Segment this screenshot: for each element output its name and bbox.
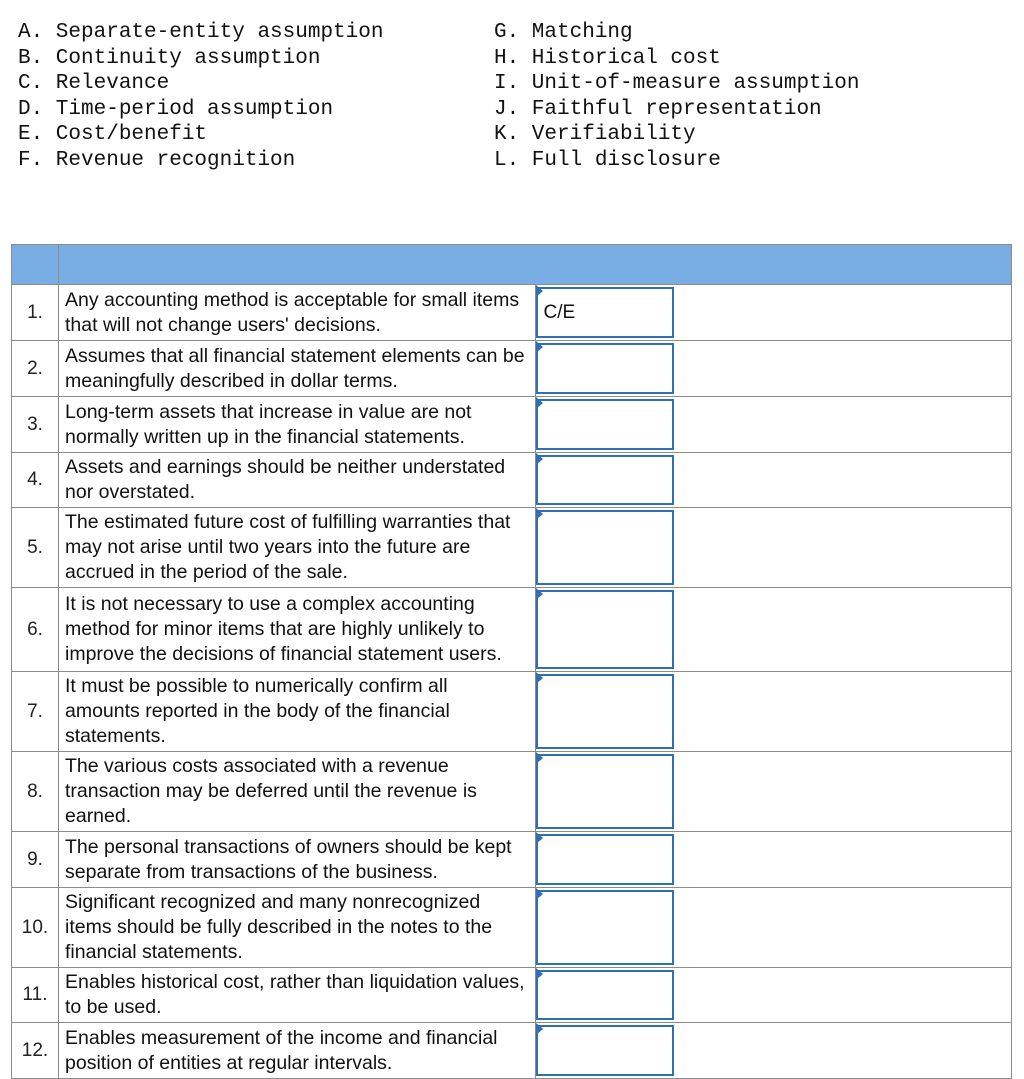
answer-cell <box>535 888 1012 968</box>
answer-cell <box>535 508 1012 588</box>
answer-cell <box>535 285 1012 341</box>
table-row <box>12 397 1012 453</box>
row-number: 1. <box>12 285 59 341</box>
answer-input[interactable] <box>536 970 674 1020</box>
table-row <box>12 752 1012 832</box>
row-number: 5. <box>12 508 59 588</box>
answer-input[interactable] <box>536 455 674 505</box>
option-i: I. Unit-of-measure assumption <box>494 72 860 96</box>
row-number: 6. <box>12 588 59 672</box>
option-b: B. Continuity assumption <box>18 46 321 70</box>
option-g: G. Matching <box>494 21 633 44</box>
option-f: F. Revenue recognition <box>18 148 296 172</box>
answer-input[interactable] <box>536 343 674 394</box>
option-l: L. Full disclosure <box>494 148 721 172</box>
answer-input[interactable] <box>536 590 674 669</box>
row-description: Assets and earnings should be neither understated nor overstated. <box>59 453 536 508</box>
answer-input[interactable] <box>536 834 674 885</box>
header-cell <box>59 245 1012 285</box>
answer-cell <box>535 752 1012 832</box>
answer-input[interactable]: C/E <box>536 287 674 338</box>
table-row <box>12 285 1012 341</box>
dropdown-marker-icon <box>536 752 543 764</box>
row-number: 2. <box>12 341 59 397</box>
table-row <box>12 1023 1012 1079</box>
row-description: The various costs associated with a revenue transaction may be deferred until the revenue is earned. <box>59 752 536 832</box>
table-row <box>12 588 1012 672</box>
option-h: H. Historical cost <box>494 46 721 70</box>
dropdown-marker-icon <box>536 1023 543 1035</box>
row-description: It must be possible to numerically confirm all amounts reported in the body of the financial statements. <box>59 672 536 752</box>
table-row <box>12 888 1012 968</box>
answer-input[interactable] <box>536 754 674 829</box>
answer-input[interactable] <box>536 399 674 450</box>
option-j: J. Faithful representation <box>494 97 822 121</box>
question-table <box>11 244 1012 1079</box>
row-description: Any accounting method is acceptable for small items that will not change users' decisions. <box>59 285 536 341</box>
answer-cell <box>535 672 1012 752</box>
row-description: It is not necessary to use a complex accounting method for minor items that are highly unlikely to improve the decisions of financial statement users. <box>59 588 536 672</box>
dropdown-marker-icon <box>536 888 543 900</box>
answer-cell <box>535 968 1012 1023</box>
answer-cell <box>535 453 1012 508</box>
answer-cell <box>535 341 1012 397</box>
answer-cell <box>535 397 1012 453</box>
row-description: Significant recognized and many nonrecognized items should be fully described in the notes to the financial statements. <box>59 888 536 968</box>
dropdown-marker-icon <box>536 341 543 353</box>
option-a: A. Separate-entity assumption <box>18 21 384 44</box>
dropdown-marker-icon <box>536 672 543 684</box>
answer-cell <box>535 588 1012 672</box>
row-description: Assumes that all financial statement elements can be meaningfully described in dollar terms. <box>59 341 536 397</box>
row-description: Enables historical cost, rather than liquidation values, to be used. <box>59 968 536 1023</box>
table-row <box>12 341 1012 397</box>
table-row <box>12 453 1012 508</box>
row-number: 11. <box>12 968 59 1023</box>
row-number: 10. <box>12 888 59 968</box>
option-c: C. Relevance <box>18 72 170 96</box>
table-row <box>12 968 1012 1023</box>
row-description: The estimated future cost of fulfilling warranties that may not arise until two years into the future are accrued in the period of the sale. <box>59 508 536 588</box>
row-number: 8. <box>12 752 59 832</box>
answer-input[interactable] <box>536 674 674 749</box>
row-description: Long-term assets that increase in value are not normally written up in the financial statements. <box>59 397 536 453</box>
row-number: 12. <box>12 1023 59 1079</box>
option-e: E. Cost/benefit <box>18 123 208 147</box>
table-row <box>12 672 1012 752</box>
row-number: 4. <box>12 453 59 508</box>
option-d: D. Time-period assumption <box>18 97 334 121</box>
row-number: 7. <box>12 672 59 752</box>
table-row <box>12 832 1012 888</box>
table-row <box>12 508 1012 588</box>
dropdown-marker-icon <box>536 453 543 465</box>
dropdown-marker-icon <box>536 588 543 600</box>
options-column-right <box>494 20 859 174</box>
row-number: 3. <box>12 397 59 453</box>
row-description: The personal transactions of owners should be kept separate from transactions of the business. <box>59 832 536 888</box>
dropdown-marker-icon <box>536 968 543 980</box>
header-number-cell <box>12 245 59 285</box>
dropdown-marker-icon <box>536 397 543 409</box>
row-description: Enables measurement of the income and financial position of entities at regular intervals. <box>59 1023 536 1079</box>
options-list <box>18 20 1008 180</box>
answer-cell <box>535 832 1012 888</box>
answer-input[interactable] <box>536 1025 674 1076</box>
dropdown-marker-icon <box>536 285 543 297</box>
row-number: 9. <box>12 832 59 888</box>
answer-input[interactable] <box>536 510 674 585</box>
table-header <box>12 245 1012 285</box>
option-k: K. Verifiability <box>494 123 696 147</box>
options-column-left <box>18 20 383 174</box>
answer-input[interactable] <box>536 890 674 965</box>
dropdown-marker-icon <box>536 508 543 520</box>
answer-cell <box>535 1023 1012 1079</box>
dropdown-marker-icon <box>536 832 543 844</box>
